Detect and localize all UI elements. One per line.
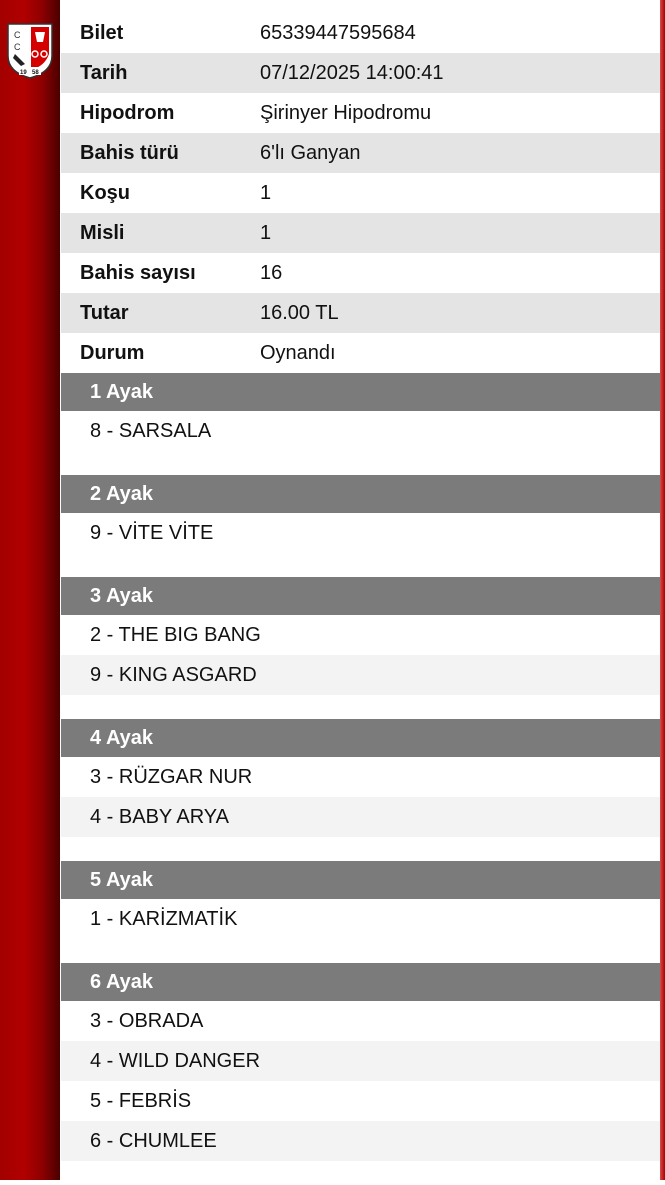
- info-row: [61, 133, 660, 173]
- leg-spacer: [61, 695, 660, 719]
- info-value: Oynandı: [260, 341, 336, 364]
- info-value: Şirinyer Hipodromu: [260, 101, 432, 124]
- horse-selection: 8 - SARSALA: [90, 419, 212, 442]
- info-row: [61, 293, 660, 333]
- leg-spacer: [61, 939, 660, 963]
- sidebar: [0, 0, 60, 1180]
- info-value: 1: [260, 181, 272, 204]
- svg-text:C: C: [14, 42, 21, 52]
- info-row: [61, 53, 660, 93]
- info-label: Misli: [80, 221, 125, 244]
- leg-header: 2 Ayak: [61, 475, 660, 513]
- info-value: 6'lı Ganyan: [260, 141, 361, 164]
- leg-header: 1 Ayak: [61, 373, 660, 411]
- svg-text:C: C: [14, 30, 21, 40]
- info-row: [61, 13, 660, 53]
- right-edge-border: [660, 0, 665, 1180]
- info-label: Bahis türü: [80, 141, 179, 164]
- info-value: 1: [260, 221, 272, 244]
- info-label: Bilet: [80, 21, 124, 44]
- info-label: Bahis sayısı: [80, 261, 196, 284]
- svg-text:58: 58: [32, 70, 39, 76]
- ticket-info-table: [61, 13, 660, 373]
- ticket-detail: [61, 13, 660, 1185]
- horse-selection: 3 - OBRADA: [90, 1009, 204, 1032]
- horse-selection: 1 - KARİZMATİK: [90, 907, 238, 930]
- horse-selection: 5 - FEBRİS: [90, 1089, 192, 1112]
- leg-spacer: [61, 837, 660, 861]
- info-label: Tarih: [80, 61, 128, 84]
- info-value: 16: [260, 261, 283, 284]
- legs-list: [61, 373, 660, 1185]
- info-row: [61, 333, 660, 373]
- horse-selection: 3 - RÜZGAR NUR: [90, 765, 253, 788]
- info-row: [61, 173, 660, 213]
- info-row: [61, 213, 660, 253]
- info-value: 16.00 TL: [260, 301, 339, 324]
- leg-spacer: [61, 451, 660, 475]
- horse-selection: 6 - CHUMLEE: [61, 1121, 660, 1161]
- leg-spacer: [61, 1161, 660, 1185]
- info-row: [61, 93, 660, 133]
- leg-header: 6 Ayak: [61, 963, 660, 1001]
- horse-selection: 9 - KING ASGARD: [61, 655, 660, 695]
- info-row: [61, 253, 660, 293]
- leg-header: 4 Ayak: [61, 719, 660, 757]
- info-value: 07/12/2025 14:00:41: [260, 61, 444, 84]
- info-label: Koşu: [80, 181, 130, 204]
- horse-selection: 9 - VİTE VİTE: [90, 521, 214, 544]
- leg-header: 5 Ayak: [61, 861, 660, 899]
- horse-selection: 2 - THE BIG BANG: [90, 623, 261, 646]
- svg-text:19: 19: [20, 70, 27, 76]
- info-label: Durum: [80, 341, 145, 364]
- leg-spacer: [61, 553, 660, 577]
- leg-header: 3 Ayak: [61, 577, 660, 615]
- club-crest-icon[interactable]: [5, 20, 55, 80]
- info-value: 65339447595684: [260, 21, 416, 44]
- info-label: Hipodrom: [80, 101, 175, 124]
- horse-selection: 4 - WILD DANGER: [61, 1041, 660, 1081]
- info-label: Tutar: [80, 301, 129, 324]
- horse-selection: 4 - BABY ARYA: [61, 797, 660, 837]
